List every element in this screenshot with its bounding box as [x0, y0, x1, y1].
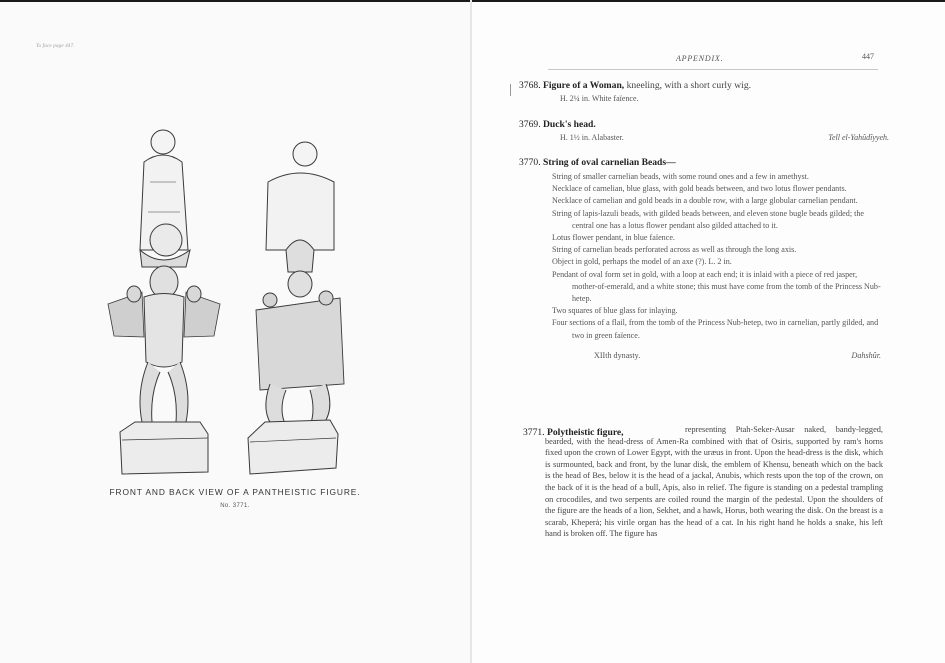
figure-number: No. 3771.: [220, 503, 250, 509]
find-place: Dahshûr.: [851, 350, 881, 360]
list-item: Object in gold, perhaps the model of an axe (?). L. 2 in.: [552, 257, 732, 267]
entry-3769-detail: H. 1½ in. Alabaster.: [560, 133, 624, 142]
running-head: APPENDIX.: [676, 54, 724, 63]
entry-number: 3769.: [519, 119, 541, 130]
entry-number: 3770.: [519, 157, 541, 168]
entry-3770-heading: [519, 157, 676, 168]
plate-note: To face page 447.: [36, 44, 75, 49]
entry-3769-place: Tell el-Yahûdîyyeh.: [828, 133, 889, 142]
entry-title: Figure of a Woman,: [543, 80, 625, 91]
entry-description: kneeling, with a short curly wig.: [626, 80, 752, 91]
list-item: Two squares of blue glass for inlaying.: [552, 306, 678, 316]
figure-caption: FRONT AND BACK VIEW OF A PANTHEISTIC FIGURE.: [109, 487, 361, 497]
entry-3769-heading: [519, 119, 596, 130]
list-item: Necklace of carnelian, blue glass, with gold beads between, and two lotus flower pendants.: [552, 184, 847, 194]
entry-3768-detail: H. 2¼ in. White faïence.: [560, 94, 639, 103]
list-item: String of carnelian beads perforated across as well as through the long axis.: [552, 245, 797, 255]
entry-title: String of oval carnelian Beads—: [543, 157, 676, 168]
entry-number: 3768.: [519, 80, 541, 91]
entry-3771-text: representing Ptah-Seker-Ausar naked, bandy-legged, bearded, with the head-dress of Amen-Ra combined with that of Osiris, supported by ram's horns fixed upon the crown of Lower Egypt, with the uræus in front. Upon the head-dress is the disk, which is surmounted, back and front, by the lunar disk, the emblem of Khensu, beneath which on the back is the head of Bes, below it is the head of a jackal, Anubis, which rests upon the top of the crown, on the back of it is the head of a bull, Apis, also in relief. The figure is standing on a pedestal trampling on crocodiles, and two serpents are coiled round the margin of the pedestal. Upon the shoulders of the figure are the heads of a lion, Sekhet, and a hawk, Horus, both wearing the disk. On the breast is a scarab, Kheperȧ; his virile organ has the head of a cat. In his right hand he holds a snake, his left hand is broken off. The figure has: [545, 425, 883, 539]
edge-mark: [510, 84, 511, 96]
list-item: Lotus flower pendant, in blue faïence.: [552, 233, 675, 243]
list-item: Four sections of a flail, from the tomb of the Princess Nub-hetep, two in carnelian, partly gilded, and two in green faïence.: [552, 318, 879, 340]
entry-title: Polytheistic figure,: [547, 427, 624, 438]
page-number: 447: [862, 52, 874, 61]
pantheistic-figure-illustration: [100, 122, 370, 482]
back-view: [248, 142, 344, 474]
dynasty: XIIth dynasty.: [594, 350, 641, 360]
header-rule: [548, 69, 878, 70]
list-item: Necklace of carnelian and gold beads in a double row, with a large globular carnelian pendant.: [552, 196, 858, 206]
list-item: String of smaller carnelian beads, with some round ones and a few in amethyst.: [552, 172, 809, 181]
entry-title: Duck's head.: [543, 119, 596, 130]
list-item: Pendant of oval form set in gold, with a loop at each end; it is inlaid with a piece of red jasper, mother-of-emerald, and a white stone; this must have come from the tomb of the Princess Nub-hetep.: [552, 269, 881, 304]
list-item: String of lapis-lazuli beads, with gilded beads between, and eleven stone bugle beads gilded; the central one has a lotus flower pendant also gilded attached to it.: [552, 208, 864, 230]
entry-3768-heading: [519, 80, 751, 91]
entry-number: 3771.: [523, 427, 545, 438]
front-view: [108, 130, 220, 474]
dynasty-line: [552, 350, 881, 362]
beads-list: [552, 171, 881, 370]
